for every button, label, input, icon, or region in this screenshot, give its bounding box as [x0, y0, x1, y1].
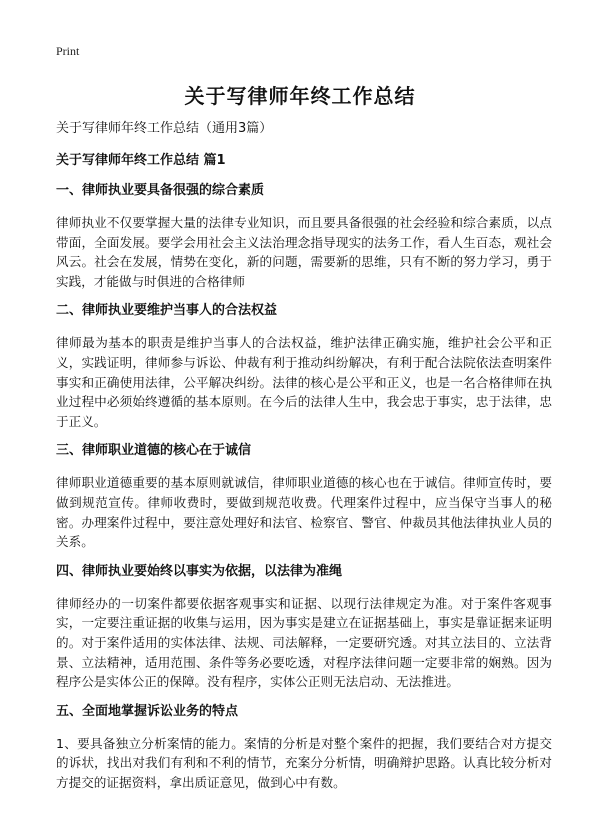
- document-subtitle: 关于写律师年终工作总结（通用3篇）: [56, 121, 273, 136]
- section-heading: 一、律师执业要具备很强的综合素质: [56, 183, 265, 198]
- print-link[interactable]: Print: [56, 44, 80, 58]
- section-body: 律师最为基本的职责是维护当事人的合法权益，维护法律正确实施，维护社会公平和正义，实践证明，律师参与诉讼、仲裁有利于推动纠纷解决，有利于配合法院依法查明案件事实和正确使用法律，公平解决纠纷。法律的核心是公平和正义，也是一名合格律师在执业过程中必须始终遵循的基本原则。在今后的法律人生中，我会忠于事实，忠于法律，忠于正义。: [56, 335, 552, 429]
- section-heading: 二、律师执业要维护当事人的合法权益: [56, 303, 278, 319]
- section-body: 律师职业道德重要的基本原则就诚信，律师职业道德的核心也在于诚信。律师宣传时，要做到规范宣传。律师收费时，要做到规范收费。代理案件过程中，应当保守当事人的秘密。办理案件过程中，要注意处理好和法官、检察官、警官、仲裁员其他法律执业人员的关系。: [56, 475, 552, 550]
- document-content: [56, 121, 552, 804]
- section-heading: 四、律师执业要始终以事实为依据，以法律为准绳: [56, 563, 343, 579]
- section-4: [56, 564, 552, 692]
- section-3: [56, 443, 552, 551]
- section-body: 1、要具备独立分析案情的能力。案情的分析是对整个案件的把握，我们要结合对方提交的诉状，找出对我们有利和不利的情节，充案分分析情，明确辩护思路。认真比较分析对方提交的证据资料，拿出质证意见，做到心中有数。: [56, 735, 552, 790]
- part-title: 关于写律师年终工作总结 篇1: [56, 153, 226, 168]
- document-title: 关于写律师年终工作总结: [184, 84, 416, 108]
- section-body: 律师经办的一切案件都要依据客观事实和证据、以现行法律规定为准。对于案件客观事实，一定要注重证据的收集与运用，因为事实是建立在证据基础上，事实是靠证据来证明的。对于案件适用的实体法律、法规、司法解释，一定要研究透。对其立法目的、立法背景、立法精神，适用范围、条件等务必要吃透，对程序法律问题一定要非常的娴熟。因为程序公是实体公正的保障。没有程序，实体公正则无法启动、无法推进。: [56, 595, 552, 690]
- section-1: [56, 183, 552, 291]
- section-heading: 五、全面地掌握诉讼业务的特点: [56, 703, 239, 719]
- section-2: [56, 303, 552, 431]
- section-5: [56, 704, 552, 793]
- section-body: 律师执业不仅要掌握大量的法律专业知识，而且要具备很强的社会经验和综合素质，以点带面，全面发展。要学会用社会主义法治理念指导现实的法务工作，看人生百态，观社会风云。社会在发展，情势在变化，新的问题，需要新的思维，只有不断的努力学习，勇于实践，才能做与时俱进的合格律师: [56, 215, 552, 289]
- section-heading: 三、律师职业道德的核心在于诚信: [56, 443, 252, 459]
